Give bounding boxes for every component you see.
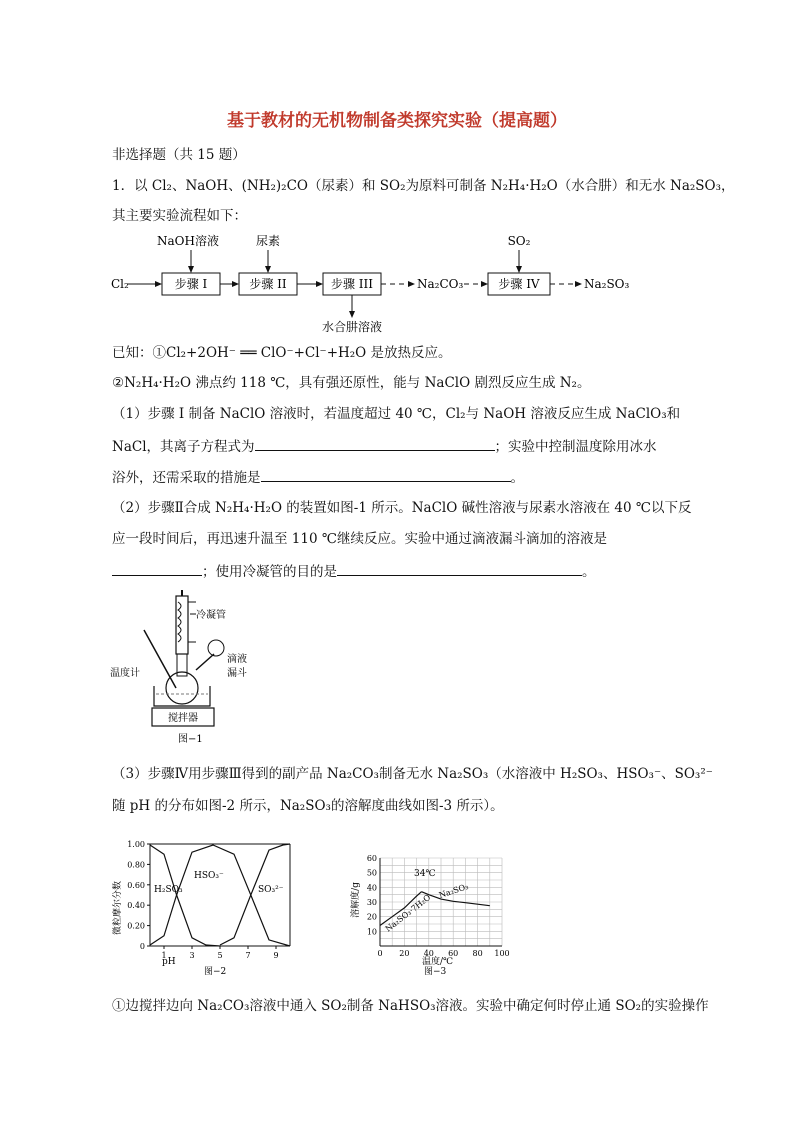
solubility-chart [350,838,520,978]
flow-hydrazine-label: 水合肼溶液 [321,320,383,334]
flow-cl2-label: Cl₂ [111,277,129,291]
part-1-line-3-tail: 。 [510,470,524,486]
dropping-funnel [208,640,224,656]
fig3-label-anhydrous: Na₂SO₃ [437,881,470,900]
fig2-ytick-label: 0.60 [127,880,145,890]
fig3-xlabel: 温度/℃ [422,957,454,967]
answer-blank-ionic-equation[interactable] [255,436,495,451]
part-1-line-2-text: NaCl，其离子方程式为 [112,439,255,455]
part-2-line-3 [112,561,596,582]
flow-naoh-label: NaOH溶液 [157,234,219,248]
apparatus-figure [110,590,270,750]
flow-step-1-label: 步骤 I [174,277,208,291]
flow-step-4-label: 步骤 IV [498,277,540,291]
fig3-xtick-label: 100 [494,949,510,958]
fig3-ylabel: 溶解度/g [351,882,361,918]
fig2-label-h2so3: H₂SO₃ [154,885,183,895]
fig3-ytick-label: 10 [366,927,377,937]
fig3-xtick-label: 20 [399,949,410,958]
fig2-xlabel: pH [162,957,176,967]
flow-na2so3-label: Na₂SO₃ [584,277,630,291]
condenser-label: 冷凝管 [196,610,226,621]
fig3-caption: 图−3 [424,967,447,977]
fig2-ytick-label: 0.80 [127,860,145,870]
part-2-line-1: （2）步骤Ⅱ合成 N₂H₄·H₂O 的装置如图-1 所示。NaClO 碱性溶液与尿素水溶液在 40 ℃以下反 [112,500,692,516]
stirrer-label: 搅拌器 [168,713,198,724]
answer-blank-condenser-purpose[interactable] [337,561,582,576]
part-2-line-3-text: ；使用冷凝管的目的是 [202,564,337,580]
fig3-ytick-label: 20 [366,912,377,922]
part-3-line-1: （3）步骤Ⅳ用步骤Ⅲ得到的副产品 Na₂CO₃制备无水 Na₂SO₃（水溶液中 H₂SO₃、HSO₃⁻、SO₃²⁻ [112,766,713,782]
thermometer [144,630,176,688]
flow-step-3-label: 步骤 III [330,277,374,291]
fig3-xtick-label: 0 [377,949,383,958]
fig2-ytick-label: 0.20 [127,921,145,931]
part-2-line-3-tail: 。 [582,564,596,580]
figure-1-caption: 图−1 [178,734,203,745]
question-1-intro-line-1: 1．以 Cl₂、NaOH、(NH₂)₂CO（尿素）和 SO₂为原料可制备 N₂H₄·H₂O（水合肼）和无水 Na₂SO₃， [112,178,735,194]
fig3-peak-label: 34℃ [414,869,436,879]
fig2-ytick-label: 1.00 [127,840,145,849]
fig2-series-line-2 [150,845,290,946]
water-bath [154,686,210,706]
fig3-label-heptahydrate: Na₂SO₃·7H₂O [383,892,433,934]
flow-so2-label: SO₂ [507,234,531,248]
known-fact-2: ②N₂H₄·H₂O 沸点约 118 ℃，具有强还原性，能与 NaClO 剧烈反应生成 N₂。 [112,375,591,391]
fig3-ytick-label: 40 [366,883,377,893]
species-distribution-chart [108,838,308,978]
fig2-ytick-label: 0 [139,942,145,951]
part-3-line-2: 随 pH 的分布如图-2 所示，Na₂SO₃的溶解度曲线如图-3 所示）。 [112,798,504,814]
condenser-tube [176,596,188,654]
three-neck-flask [166,672,198,704]
known-fact-1: 已知：①Cl₂+2OH⁻ ══ ClO⁻+Cl⁻+H₂O 是放热反应。 [112,345,452,361]
fig2-caption: 图−2 [204,967,227,977]
part-1-line-2-tail: ；实验中控制温度除用冰水 [494,439,657,455]
fig3-xtick-label: 40 [423,949,434,958]
fig2-ylabel: 微粒摩尔分数 [113,880,123,936]
fig2-xtick-label: 5 [217,951,223,960]
fig3-xtick-label: 60 [448,949,459,958]
answer-blank-temperature-measure[interactable] [261,467,511,482]
answer-blank-dropping-solution[interactable] [112,561,202,576]
fig3-xtick-label: 80 [472,949,483,958]
fig3-ytick-label: 30 [366,898,377,907]
fig2-ytick-label: 0.40 [127,901,145,911]
fig2-series-line-1 [150,845,220,946]
thermometer-label: 温度计 [110,668,140,679]
flow-urea-label: 尿素 [255,234,281,248]
funnel-label-1: 滴液 [227,654,247,665]
process-flow-diagram [108,228,648,338]
part-2-line-2: 应一段时间后，再迅速升温至 110 ℃继续反应。实验中通过滴液漏斗滴加的溶液是 [112,531,607,547]
part-1-line-2 [112,436,657,457]
flow-step-2-label: 步骤 II [249,277,287,291]
part-1-line-3-text: 浴外，还需采取的措施是 [112,470,261,486]
fig2-xtick-label: 7 [245,951,251,960]
fig2-xtick-label: 1 [161,951,167,960]
fig2-xtick-label: 9 [273,951,279,960]
funnel-label-2: 漏斗 [227,668,247,679]
question-1-intro-line-2: 其主要实验流程如下： [112,208,247,224]
section-header: 非选择题（共 15 题） [112,147,246,163]
fig2-label-hso3: HSO₃⁻ [194,871,224,881]
fig2-xtick-label: 3 [189,951,195,960]
fig2-label-so3: SO₃²⁻ [258,885,284,895]
part-1-line-1: （1）步骤 I 制备 NaClO 溶液时，若温度超过 40 ℃，Cl₂与 NaOH 溶液反应生成 NaClO₃和 [112,406,681,422]
part-1-line-3 [112,467,524,488]
condenser-coil [178,602,181,642]
fig3-ytick-label: 60 [366,854,377,863]
fig3-ytick-label: 50 [366,868,377,878]
part-3-sub-1-line: ①边搅拌边向 Na₂CO₃溶液中通入 SO₂制备 NaHSO₃溶液。实验中确定何时停止通 SO₂的实验操作 [112,998,709,1014]
flow-na2co3-label: Na₂CO₃ [417,277,464,291]
page-title: 基于教材的无机物制备类探究实验（提高题） [227,111,567,131]
